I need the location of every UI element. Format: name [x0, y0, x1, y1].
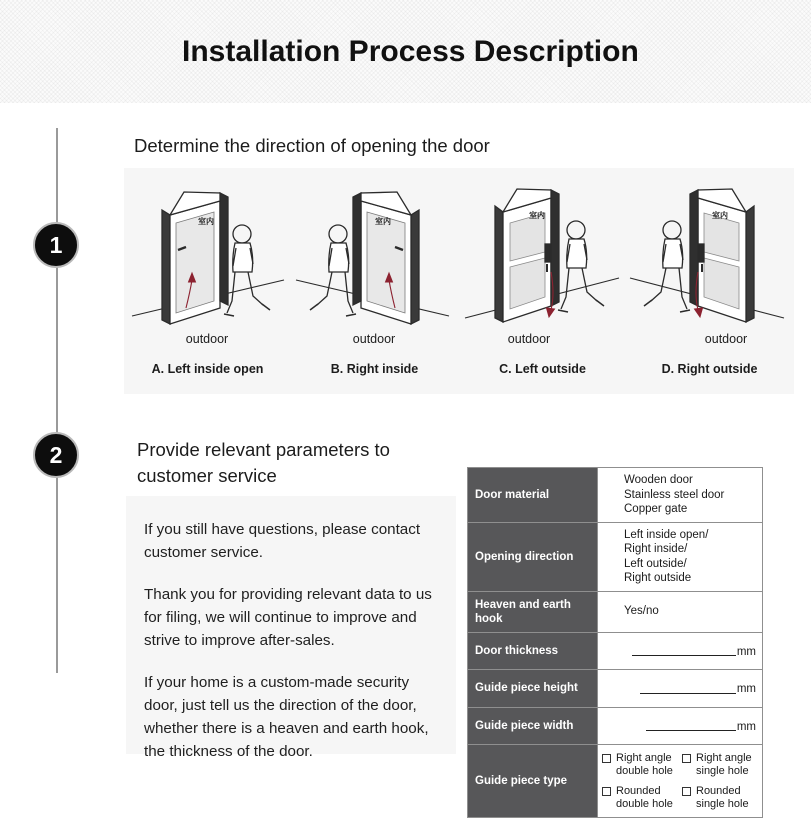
value-line: Right outside [624, 572, 692, 584]
door-diagram-a-icon [124, 168, 291, 368]
row-label-heaven-earth-hook: Heaven and earth hook [468, 591, 598, 632]
indoor-label-a: 室内 [198, 217, 214, 226]
table-row [468, 591, 763, 632]
parameters-table [467, 467, 763, 818]
checkbox-rounded-double-hole[interactable] [602, 787, 611, 796]
row-label-door-thickness: Door thickness [468, 632, 598, 670]
row-value-heaven-earth-hook [598, 591, 763, 632]
row-value-opening-direction [598, 522, 763, 591]
figure-caption-d: D. Right outside [661, 362, 758, 376]
door-diagram-d-icon [626, 168, 793, 368]
table-row [468, 670, 763, 708]
row-value-door-thickness[interactable] [598, 632, 763, 670]
row-value-door-material [598, 468, 763, 523]
option-label: Right angle single hole [696, 752, 752, 777]
value-line: Copper gate [624, 503, 688, 515]
checkbox-right-angle-double-hole[interactable] [602, 754, 611, 763]
indoor-label-b: 室内 [375, 217, 391, 226]
row-label-guide-piece-height: Guide piece height [468, 670, 598, 708]
step-marker-1 [33, 222, 79, 268]
row-value-guide-piece-width[interactable] [598, 707, 763, 745]
figure-caption-c: C. Left outside [499, 362, 586, 376]
section1-heading: Determine the direction of opening the door [134, 135, 490, 156]
indoor-label-c: 室内 [529, 211, 545, 220]
customer-service-info-panel [126, 496, 456, 760]
header-banner [0, 0, 811, 103]
section2-heading: Provide relevant parameters to customer service [137, 439, 390, 486]
guide-piece-width-unit: mm [736, 720, 756, 733]
outdoor-label-b: outdoor [352, 332, 396, 346]
checkbox-right-angle-single-hole[interactable] [682, 754, 691, 763]
option-label: Rounded double hole [616, 785, 673, 810]
door-figure-d [626, 168, 793, 394]
indoor-label-d: 室内 [712, 211, 728, 220]
row-label-guide-piece-type: Guide piece type [468, 745, 598, 818]
info-paragraph-1: If you still have questions, please contact customer service. [144, 521, 421, 561]
option-rounded-double-hole[interactable] [602, 785, 678, 810]
table-row [468, 468, 763, 523]
table-row [468, 522, 763, 591]
step-number-2: 2 [49, 441, 63, 468]
checkbox-rounded-single-hole[interactable] [682, 787, 691, 796]
option-right-angle-double-hole[interactable] [602, 752, 678, 777]
table-row [468, 632, 763, 670]
info-paragraph-3: If your home is a custom-made security door, just tell us the direction of the door, whether there is a heaven and earth hook, the thickness of the door. [144, 674, 429, 760]
step-marker-2 [33, 432, 79, 478]
row-label-door-material: Door material [468, 468, 598, 523]
outdoor-label-a: outdoor [185, 332, 229, 346]
value-line: Left outside/ [624, 557, 687, 570]
outdoor-label-d: outdoor [704, 332, 748, 346]
info-paragraph-2: Thank you for providing relevant data to us for filing, we will continue to improve and strive to improve after-sales. [144, 586, 432, 649]
option-rounded-single-hole[interactable] [682, 785, 758, 810]
guide-piece-height-input-rule[interactable] [640, 693, 736, 694]
option-label: Rounded single hole [696, 785, 749, 810]
page-title: Installation Process Description [182, 34, 639, 68]
guide-piece-width-input-rule[interactable] [646, 730, 736, 731]
value-line: Left inside open/ [624, 528, 709, 541]
door-thickness-unit: mm [736, 645, 756, 658]
door-thickness-input-rule[interactable] [632, 655, 736, 656]
timeline-rail [56, 128, 58, 673]
door-diagram-b-icon [291, 168, 458, 368]
table-row [468, 745, 763, 818]
row-label-opening-direction: Opening direction [468, 522, 598, 591]
option-right-angle-single-hole[interactable] [682, 752, 758, 777]
value-line: Wooden door [624, 474, 693, 486]
figure-caption-b: B. Right inside [330, 362, 419, 376]
door-diagram-c-icon [459, 168, 626, 368]
door-illustration-panel [124, 168, 794, 394]
table-row [468, 707, 763, 745]
step-number-1: 1 [49, 231, 63, 258]
guide-piece-height-unit: mm [736, 683, 756, 695]
row-value-guide-piece-type [598, 745, 763, 818]
option-label: Right angle double hole [616, 752, 673, 777]
row-label-guide-piece-width: Guide piece width [468, 707, 598, 745]
door-figure-b [291, 168, 458, 394]
outdoor-label-c: outdoor [507, 332, 551, 346]
figure-caption-a: A. Left inside open [151, 362, 264, 376]
door-figure-c [459, 168, 626, 394]
door-figure-a [124, 168, 291, 394]
value-line: Yes/no [624, 605, 659, 618]
value-line: Right inside/ [624, 543, 688, 555]
value-line: Stainless steel door [624, 488, 725, 501]
row-value-guide-piece-height[interactable] [598, 670, 763, 708]
